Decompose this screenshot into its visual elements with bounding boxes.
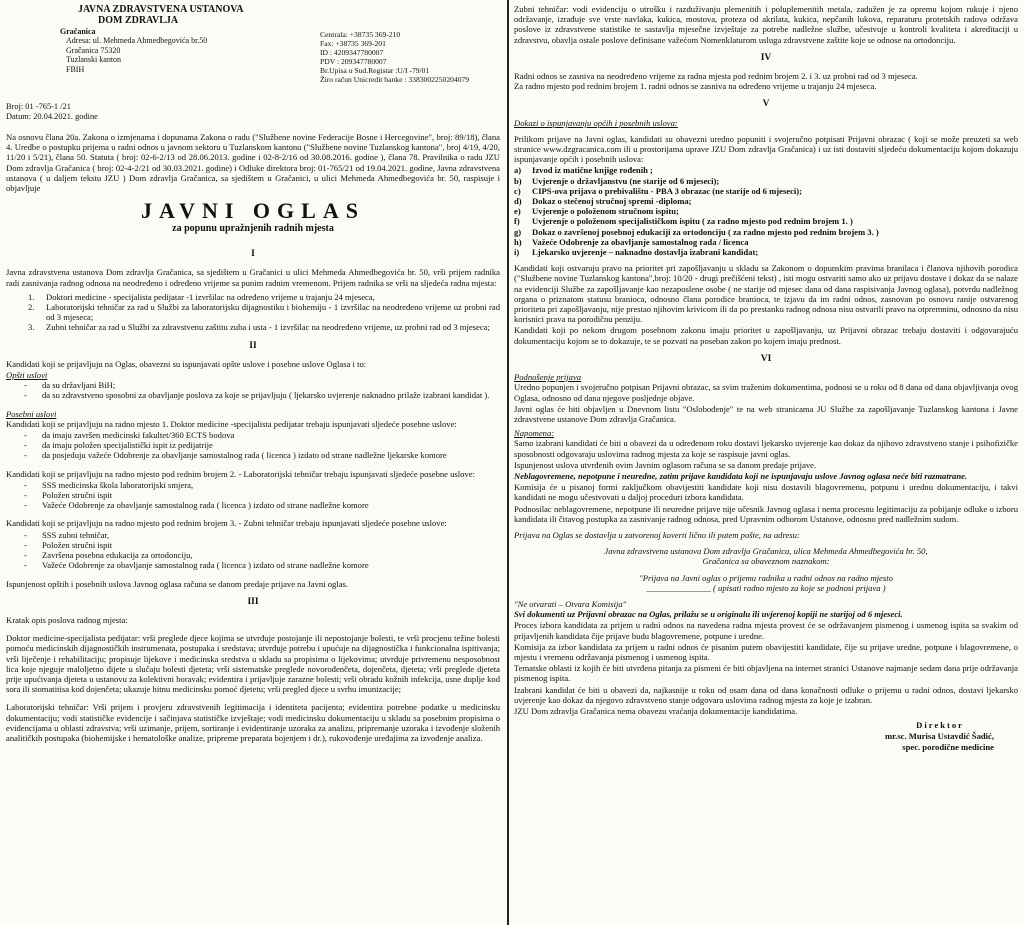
- list-item: i) Ljekarsko uvjerenje – naknadno dostavlja izabrani kandidat;: [514, 247, 759, 258]
- list-item: - Važeće Odobrenje za obavljanje samostalnog rada ( licenca ) izdato od strane nadležne komore: [24, 560, 369, 571]
- column-divider: [507, 0, 509, 925]
- positions-list: [6, 292, 500, 333]
- list-item: - SSS medicinska škola laboratorijski smjera,: [24, 479, 194, 490]
- section-paragraph: Javni oglas će biti objavljen u Dnevnom listu "Oslobođenje" te na web stranicama JU Službe za zapošljavanje Tuzlanskog kantona i Javne zdravstvene ustanove Dom zdravlja Gračanica.: [514, 403, 1018, 424]
- section-heading: III: [247, 596, 259, 607]
- list-item: f) Uvjerenje o položenom specijalističkom ispitu ( za radno mjesto pod rednim brojem 1. ): [514, 216, 853, 227]
- job-description-dental: Zubni tehničar: vodi evidenciju o utrošku i razduživanju plemenitih i poluplemenitih metala, zadužen je za opremu kojom rukuje i njeno održavanje, izrađuje sve vrste navlaka, kukica, mostova, proteza od akrilata, kukica, nepčanih lukova, reparaturu protetskih radova održava poslove iz zdravstvene statistike te sastavlja mjesečne izvještaje za potrebe nadležne službe, učestvuje u kontroli kvaliteta i akreditaciji u zdravstvu, obavlja ostale poslove definisane važećom Nomenklaturom usluga zdravstvene zaštite koje se odnose na ortodonciju.: [514, 4, 1018, 45]
- section-heading: I: [251, 249, 255, 260]
- address-line: Adresa: ul. Mehmeda Ahmedbegovića br.50: [66, 36, 208, 46]
- signature-role: spec. porodične medicine: [902, 742, 994, 753]
- subheading: Dokazi o ispunjavanju općih i posebnih uslova:: [514, 117, 678, 128]
- address-line: Gračanica: [60, 27, 96, 36]
- section-paragraph: Javna zdravstvena ustanova Dom zdravlja Gračanica, sa sjedištem u Gračanici u ulici Mehmeda Ahmedbegovića br. 50, vrši prijem radnika radi zasnivanja radnog odnosa na neodređeno i određeno vrijeme sa punim radnim vremenom. Prijem radnika se vrši na sljedeća radna mjesta:: [6, 267, 500, 288]
- list-item: d) Dokaz o stečenoj stručnoj spremi -diploma;: [514, 196, 692, 207]
- list-item: 1. Doktori medicine - specijalista pedijatar -1 izvršilac na određeno vrijeme u trajanju 24 mjeseca,: [28, 291, 375, 302]
- list-item: h) Važeće Odobrenje za obavljanje samostalnog rada / licenca: [514, 236, 749, 247]
- contact-line: PDV : 209347780007: [320, 57, 387, 66]
- document-date: Datum: 20.04.2021. godine: [6, 112, 98, 121]
- page-subtitle: za popunu upražnjenih radnih mjesta: [172, 223, 334, 235]
- section-paragraph: Kandidati koji se prijavljuju na Oglas, obavezni su ispunjavati opšte uslove i posebne uslove Oglasa i to:: [6, 358, 367, 369]
- general-conditions-list: [6, 380, 500, 400]
- section-heading: V: [762, 99, 770, 110]
- contact-line: ID : 4209347780007: [320, 48, 384, 57]
- section-heading: IV: [760, 52, 772, 63]
- legal-basis-paragraph: Na osnovu člana 20a. Zakona o izmjenama i dopunama Zakona o radu ("Službene novine Federacije Bosne i Hercegovine", broj: 89/18), člana 4. Uredbe o postupku prijema u radni odnos u javnom sektoru u Tuzlanskom kantonu ("Službene novine Tuzlanskog kantona", broj 4/19, 4/20, 11/20 i 5/21), člana 50. Statuta ( broj: 02-6-2/13 od 28.06.2013. godine i 02-8-2/16 od 30.08.2016. godine ), člana 78. Pravilnika o radu JZU Dom zdravlja Gračanica ( broj: 02-4-2/21 od 30.03.2021. godine) i Odluke direktora broj: 01-765/21 od 19.04.2021. godine, Javna zdravstvena ustanova ( u daljem tekstu JZU ) Dom zdravlja Gračanica, sa sjedištem u Gračanici, u ulici Mehmeda Ahmedbegovića br. 50, raspisuje i objavljuje: [6, 132, 500, 194]
- contact-line: Br.Upisa u Sud.Registar :U/I -79/01: [320, 66, 430, 75]
- address-line: Tuzlanski kanton: [66, 55, 122, 65]
- list-item: - Položen stručni ispit: [24, 490, 113, 501]
- selection-paragraph: JZU Dom zdravlja Gračanica nema obavezu vraćanja dokumentacije kandidatima.: [514, 705, 798, 716]
- subheading: Napomena:: [514, 428, 555, 439]
- section-paragraph: Ispunjenost opštih i posebnih uslova Javnog oglasa računa se danom predaje prijave na Javni oglas.: [6, 578, 349, 589]
- subheading: Posebni uslovi: [6, 408, 57, 419]
- note-warning: Neblagovremene, nepotpune i neuredne, zatim prijave kandidata koji ne ispunjavaju uslove Javnog oglasa neće biti razmatrane.: [514, 470, 968, 481]
- delivery-address: Javna zdravstvena ustanova Dom zdravlja Gračanica, ulica Mehmeda Ahmedbegovića br. 50,: [604, 546, 928, 557]
- section-paragraph: Kratak opis poslova radnog mjesta:: [6, 614, 128, 625]
- signature-title: Direktor: [916, 720, 964, 731]
- section-heading: VI: [760, 353, 772, 364]
- letterhead: [6, 4, 500, 110]
- section-paragraph: Kandidati koji se prijavljuju na radno mjesto pod rednim brojem 2. - Laboratorijski tehničar trebaju ispunjavati sljedeće posebne uslove:: [6, 468, 475, 479]
- note-paragraph: Samo izabrani kandidati će biti u obavezi da u određenom roku dostavi ljekarsko uvjerenje kao dokaz da njihovo zdravstveno stanje i psihofizičke sposobnosti odgovaraju uslovima radnog mjesta za koje se raspisuje javni oglas.: [514, 438, 1018, 459]
- note-paragraph: Komisija će u pisanoj formi zaključkom obavijestiti kandidate koji nisu dostavili blagovremenu, potpunu i urednu dokumentaciju, i takvi kandidati ne mogu učestvovati u daljoj proceduri izbora kandidata.: [514, 482, 1018, 503]
- list-item: 3. Zubni tehničar za rad u Službi za zdravstvenu zaštitu zuba i usta - 1 izvršilac na neodređeno vrijeme, uz probni rad od 3 mjeseca;: [28, 322, 490, 333]
- priority-paragraph-2: Kandidati koji po nekom drugom posebnom zakonu imaju prioritet u zapošljavanju, uz Prijavni obrazac trebaju dostaviti i odgovarajuću dokumentaciju kojom se to dokazuje, te se pozvati na poseban zakon po kojem imaju prednost.: [514, 325, 1018, 346]
- subheading: Opšti uslovi: [6, 370, 48, 381]
- letterhead-contacts: [320, 30, 505, 84]
- documents-list: [514, 165, 1018, 257]
- selection-paragraph: Izabrani kandidat će biti u obavezi da, najkasnije u roku od osam dana od dana konačnosti odluke o prijemu u radni odnos, dostavi ljekarsko uvjerenje kao dokaz da njegovo zdravstveno stanje odgovara uslovima radnog mjesta za koje je izabran.: [514, 684, 1018, 705]
- letterhead-address: [60, 27, 320, 74]
- list-item: a) Izvod iz matične knjige rođenih ;: [514, 165, 653, 176]
- left-column: [6, 4, 500, 747]
- subheading: Podnošenje prijava: [514, 372, 582, 383]
- list-item: - da imaju završen medicinski fakultet/360 ECTS bodova: [24, 430, 235, 441]
- section-paragraph: Kandidati koji se prijavljuju na radno mjesto pod rednim brojem 3. - Zubni tehničar trebaju ispunjavati sljedeće posebne uslove:: [6, 518, 447, 529]
- org-name-line2: DOM ZDRAVLJA: [98, 15, 179, 26]
- signature-block: [514, 720, 1018, 753]
- envelope-label: "Prijava na Javni oglas o prijemu radnika u radni odnos na radno mjesto: [639, 572, 893, 583]
- address-line: FBIH: [66, 64, 85, 74]
- list-item: - Položen stručni ispit: [24, 539, 113, 550]
- list-item: - Važeće Odobrenje za obavljanje samostalnog rada ( licenca ) izdato od strane nadležne komore: [24, 500, 369, 511]
- address-line: Gračanica 75320: [66, 45, 121, 55]
- list-item: - SSS zubni tehničar,: [24, 529, 110, 540]
- note-paragraph: Ispunjenost uslova utvrđenih ovim Javnim oglasom računa se sa danom predaje prijave.: [514, 459, 817, 470]
- section-paragraph: Radni odnos se zasniva na neodređeno vrijeme za radna mjesta pod rednim brojem 2. i 3. uz probni rad od 3 mjeseca.: [514, 71, 918, 82]
- note-paragraph: Podnosilac neblagovremene, nepotpune ili neuredne prijave nije učesnik Javnog oglasa i nema procesnu legitimaciju za pobijanje odluke o izboru kandidata ili čitavog postupka za zasnivanje radnog odnosa, pred Upravnim odborom Ustanove, odnosno pred nadležnim sudom.: [514, 503, 1018, 524]
- page-title: JAVNI OGLAS: [141, 198, 365, 224]
- delivery-address: Gračanica sa obaveznom naznakom:: [702, 556, 830, 567]
- list-item: - da posjeduju važeće Odobrenje za obavljanje samostalnog rada ( licenca ) izdato od strane nadležne ljekarske komore: [24, 450, 447, 461]
- documents-note: Svi dokumenti uz Prijavni obrazac na Oglas, prilažu se u originalu ili uvjerenoj kopiji ne starijoj od 6 mjeseci.: [514, 609, 903, 620]
- list-item: b) Uvjerenje o državljanstvu (ne starije od 6 mjeseci);: [514, 175, 720, 186]
- envelope-label: _______________ ( upisati radno mjesto za koje se podnosi prijava ): [646, 582, 886, 593]
- signature-name: mr.sc. Murisa Ustavdić Šadić,: [884, 731, 994, 742]
- contact-line: Žiro račun Unicredit banke : 3383002250204079: [320, 75, 470, 84]
- list-item: g) Dokaz o završenoj posebnoj edukaciji za ortodonciju ( za radno mjesto pod rednim brojem 3. ): [514, 226, 879, 237]
- list-item: - da su državljani BiH;: [24, 380, 116, 391]
- list-item: e) Uvjerenje o položenom stručnom ispitu;: [514, 206, 679, 217]
- do-not-open-label: "Ne otvarati – Otvara Komisija": [514, 598, 627, 609]
- selection-paragraph: Proces izbora kandidata za prijem u radni odnos na navedena radna mjesta provest će se održavanjem pismenog i usmenog ispita sa svakim od prijavljenih kandidata čije prijave budu blagovremene, potpune i uredne.: [514, 620, 1018, 641]
- list-item: 2. Laboratorijski tehničar za rad u Službi za laboratorijsku dijagnostiku i biohemiju - 1 izvršilac na neodređeno vrijeme uz probni rad od 3 mjeseca;: [28, 302, 500, 323]
- selection-paragraph: Tematske oblasti iz kojih će biti utvrđena pitanja za pismeni će biti objavljena na internet stranici Ustanove najmanje sedam dana prije održavanja pismenog ispita.: [514, 663, 1018, 684]
- org-name-line1: JAVNA ZDRAVSTVENA USTANOVA: [78, 4, 244, 15]
- section-paragraph: Kandidati koji se prijavljuju na radno mjesto 1. Doktor medicine -specijalista pedijatar trebaju ispunjavati sljedeće posebne uslove:: [6, 418, 457, 429]
- special-conditions-list: [6, 480, 500, 511]
- list-item: - da su zdravstveno sposobni za obavljanje poslova za koje se prijavljuju ( ljekarsko uvjerenje naknadno prilaže izabrani kandidat ).: [24, 390, 490, 401]
- selection-paragraph: Komisija za izbor kandidata za prijem u radni odnos će pisanim putem obavijestiti kandidate, čije su prijave uredne, potpune i blagovremene, o mjestu i vremenu održavanja pismenog i usmenog ispita.: [514, 641, 1018, 662]
- job-description-doctor: Doktor medicine-specijalista pedijatar: vrši preglede djece kojima se utvrđuje postojanje ili nepostojanje bolesti, te vrši procjenu težine bolesti pomoću medicinskih dijagnostičkih instrumenata, postupaka i sredstava; utvrđuje potrebu i upućuje na dijagnostička i funkcionalna ispitivanja; vrši liječenje i rehabilitaciju; propisuje lijekove i medicinska sredstva u skladu sa propisima o lijekovima; utvrđuje privremenu nesposobnost lica koje njeguje maloljetno dijete u slučaju bolesti djeteta; vrši sistematske preglede novorođenčeta, dojenčeta, djeteta; vrši preglede djeteta prije upućivanja djeteta u ustanovu za kolektivni boravak; evidentira i prijavljuje zarazne bolesti; vrši obradu kožnih infekcija, usne duplje kod sora ili stomatitisa kod dojenčeta; ukazuje hitnu medicinsku pomoć djetetu; vrši pregled djece u svrhu imunizacije;: [6, 633, 500, 695]
- contact-line: Fax: +38735 369-201: [320, 39, 386, 48]
- section-paragraph: Uredno popunjen i svojeručno potpisan Prijavni obrazac, sa svim traženim dokumentima, podnosi se u roku od 8 dana od dana objavljivanja ovog Oglasa, odnosno od dana njegove posljednje objave.: [514, 382, 1018, 403]
- section-paragraph: Za radno mjesto pod rednim brojem 1. radni odnos se zasniva na određeno vrijeme u trajanju 24 mjeseca.: [514, 81, 877, 92]
- delivery-instruction: Prijava na Oglas se dostavlja u zatvorenoj koverti lično ili putem pošte, na adresu:: [514, 529, 800, 540]
- priority-paragraph: Kandidati koji ostvaruju pravo na prioritet pri zapošljavanju u skladu sa Zakonom o dopunskim pravima branilaca i članova njihovih porodica ("Službene novine Tuzlanskog kantona",broj: 10/20 - drugi prečišćeni tekst) , isti mogu ostvariti samo ako uz prijavu dostave i dokaz da se nalaze na evidenciji Službe za zapošljavanje kao nezaposlene osobe ( ne starije od mjesec dana od dana raspisivanja Javnog oglasa), potvrdu nadležnog organa o priznatom statusu branioca, odnosno člana porodice branioca, te izjavu da im radni odnos, zasnovan po osnovu ranije ostvarenog prioriteta pri zapošljavanju, nije prestao njihovim krivicom ili da po prestanku radnog odnosa nisu ostvarili pravo na otpremninu, odnosno da nisu korisnici prava na porodičnu penziju.: [514, 263, 1018, 325]
- special-conditions-list: [6, 530, 500, 571]
- contact-line: Centrala: +38735 369-210: [320, 30, 401, 39]
- right-column: [514, 4, 1018, 753]
- reference-number: Broj: 01 -765-1 /21: [6, 102, 71, 111]
- list-item: - Završena posebna edukacija za ortodonciju,: [24, 550, 193, 561]
- job-description-lab: Laboratorijski tehničar: Vrši prijem i provjeru zdravstvenih legitimacija i identiteta pacijenta; evidentira potrebne podatke u medicinsku dokumentaciju; vodi statističke evidencije i sačinjava statističke izvještaje; vodi medicinsku dokumentaciju u skladu sa posebnim propisima o evidencijama u oblasti zdravstva; vrši uzimanje, prijem, sortiranje i evidentiranje uzoraka za analizu, pripremanje uzoraka i izvođenje složenih analitičkih postupaka (biohemijske i hematološke analize, pripreme preparata bojenjem i dr.), rukovođenje uređajima za izvođenje analiza.: [6, 702, 500, 743]
- section-heading: II: [249, 340, 257, 351]
- list-item: c) CIPS-ova prijava o prebivalištu - PBA 3 obrazac (ne starije od 6 mjeseci);: [514, 185, 803, 196]
- section-paragraph: Prilikom prijave na Javni oglas, kandidati su obavezni uredno popuniti i svojeručno potpisati Prijavni obrazac ( koji se može preuzeti sa web stranice www.dzgracanica.com ili u prostorijama uprave JZU Dom zdravlja Gračanica) i uz isti dostaviti sljedeću dokumentaciju kojom dokazuju ispunjavanje općih i posebnih uslova:: [514, 133, 1018, 165]
- list-item: - da imaju položen specijalistički ispit iz pedijatrije: [24, 440, 213, 451]
- special-conditions-list: [6, 430, 500, 461]
